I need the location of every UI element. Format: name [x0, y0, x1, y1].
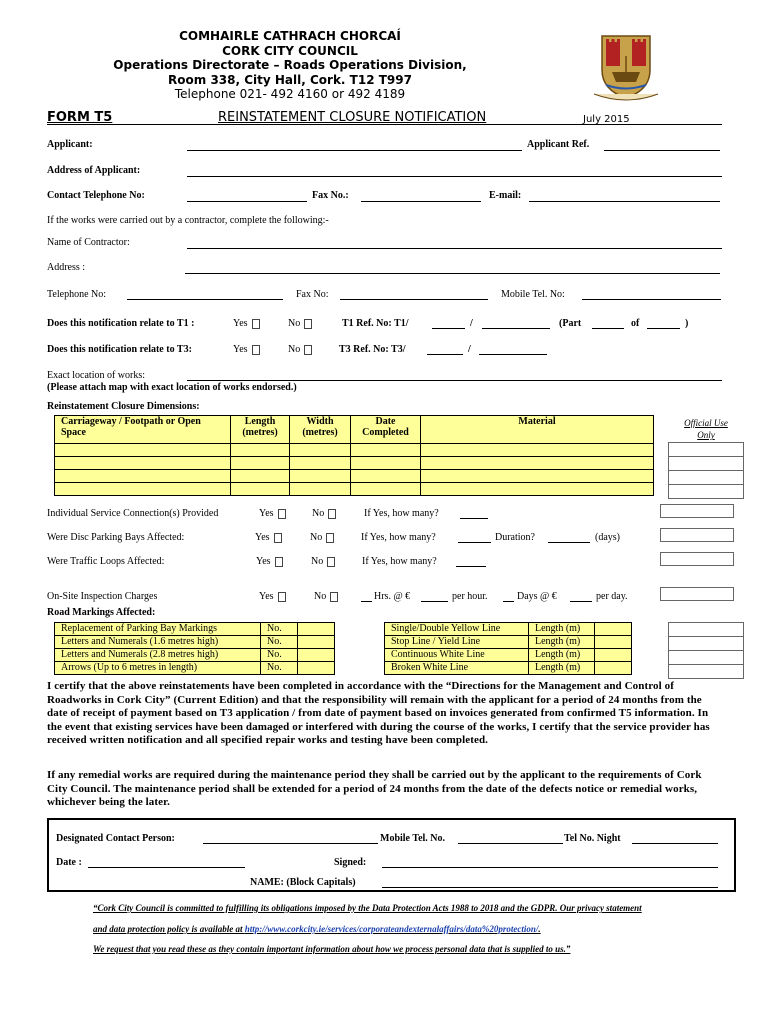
hours-field[interactable]	[361, 601, 372, 602]
mobile-tel-label: Mobile Tel. No.	[380, 833, 446, 844]
dimensions-table	[54, 415, 654, 496]
fax-field[interactable]	[361, 201, 481, 202]
loops-yes-checkbox[interactable]	[275, 557, 283, 567]
t1-ref-slash: /	[470, 318, 473, 329]
t3-ref-label: T3 Ref. No: T3/	[339, 344, 406, 355]
tel-night-label: Tel No. Night	[564, 833, 621, 844]
disc-how-many-field[interactable]	[458, 542, 491, 543]
table-row: Single/Double Yellow Line Length (m)	[385, 623, 632, 636]
inspection-no-checkbox[interactable]	[330, 592, 338, 602]
t1-no-label: No	[288, 318, 301, 329]
contractor-mobile-field[interactable]	[582, 299, 721, 300]
header-address: Room 338, City Hall, Cork. T12 T997	[168, 73, 412, 87]
contractor-address-field[interactable]	[185, 273, 720, 274]
privacy-statement-line2: and data protection policy is available at http://www.corkcity.ie/services/corporateandexternalaffairs/data%20protection/.	[93, 924, 541, 934]
t3-ref-slash: /	[468, 344, 471, 355]
t3-no-label: No	[288, 344, 301, 355]
applicant-label: Applicant:	[47, 139, 93, 150]
t1-of-field[interactable]	[647, 328, 680, 329]
markings-right-table	[384, 622, 632, 675]
table-row[interactable]	[55, 457, 654, 470]
col-surface: Carriageway / Footpath or Open Space	[55, 416, 231, 444]
service-yes-checkbox[interactable]	[278, 509, 286, 519]
dimensions-header-row	[55, 416, 654, 444]
table-row[interactable]	[55, 483, 654, 496]
form-title: REINSTATEMENT CLOSURE NOTIFICATION	[218, 110, 487, 125]
markings-official-box-1[interactable]	[668, 622, 744, 637]
service-connection-label: Individual Service Connection(s) Provided	[47, 508, 219, 519]
disc-no-checkbox[interactable]	[326, 533, 334, 543]
date-label: Date :	[56, 857, 82, 868]
loops-how-many-field[interactable]	[456, 566, 486, 567]
col-material: Material	[421, 416, 654, 444]
location-label: Exact location of works:	[47, 370, 146, 381]
daily-rate-field[interactable]	[570, 601, 592, 602]
t3-yes-label: Yes	[233, 344, 248, 355]
disc-no-option[interactable]: No	[310, 532, 334, 543]
t3-ref-field-2[interactable]	[479, 354, 547, 355]
table-row: Letters and Numerals (1.6 metres high) No.	[55, 636, 335, 649]
markings-official-box-3[interactable]	[668, 650, 744, 665]
coat-of-arms-logo	[590, 30, 662, 102]
service-how-many-field[interactable]	[460, 518, 488, 519]
loops-official-box[interactable]	[660, 552, 734, 566]
days-field[interactable]	[503, 601, 514, 602]
dimensions-heading: Reinstatement Closure Dimensions:	[47, 401, 200, 412]
col-width: Width (metres)	[290, 416, 351, 444]
service-official-box[interactable]	[660, 504, 734, 518]
table-row: Letters and Numerals (2.8 metres high) No.	[55, 649, 335, 662]
table-row: Stop Line / Yield Line Length (m)	[385, 636, 632, 649]
applicant-ref-label: Applicant Ref.	[527, 139, 590, 150]
address-of-applicant-label: Address of Applicant:	[47, 165, 141, 176]
loops-no-option[interactable]: No	[311, 556, 335, 567]
tel-night-field[interactable]	[632, 843, 718, 844]
signed-field[interactable]	[382, 867, 718, 868]
contractor-name-label: Name of Contractor:	[47, 237, 130, 248]
service-no-option[interactable]: No	[312, 508, 336, 519]
header-council-name: CORK CITY COUNCIL	[222, 44, 358, 58]
markings-official-box-2[interactable]	[668, 636, 744, 651]
date-field[interactable]	[88, 867, 245, 868]
maintenance-paragraph: If any remedial works are required during the maintenance period they shall be carried out by the applicant to the requirements of Cork City Council. The maintenance period shall be extended for a period of 24 months from the date of the defects notice or remedial works, whichever being the later.	[47, 769, 702, 809]
t1-part-label: (Part	[559, 318, 582, 329]
per-day-label: per day.	[596, 591, 628, 602]
header-division: Operations Directorate – Roads Operations Division,	[113, 58, 467, 72]
t1-part-field[interactable]	[592, 328, 624, 329]
contractor-name-field[interactable]	[187, 248, 722, 249]
contractor-phone-label: Telephone No:	[47, 289, 107, 300]
contact-telephone-field[interactable]	[187, 201, 307, 202]
applicant-ref-field[interactable]	[604, 150, 720, 151]
email-label: E-mail:	[489, 190, 522, 201]
loops-how-many-label: If Yes, how many?	[362, 556, 437, 567]
t1-close-paren: )	[685, 318, 689, 329]
hourly-rate-field[interactable]	[421, 601, 448, 602]
disc-yes-checkbox[interactable]	[274, 533, 282, 543]
inspection-yes-checkbox[interactable]	[278, 592, 286, 602]
signoff-box	[47, 818, 736, 892]
t3-yes-option[interactable]	[233, 344, 260, 355]
road-markings-heading: Road Markings Affected:	[47, 607, 156, 618]
per-hour-label: per hour.	[452, 591, 488, 602]
inspection-charges-label: On-Site Inspection Charges	[47, 591, 158, 602]
header-irish-name: COMHAIRLE CATHRACH CHORCAÍ	[179, 29, 401, 43]
t1-yes-checkbox[interactable]	[252, 319, 260, 329]
table-row: Arrows (Up to 6 metres in length) No.	[55, 662, 335, 675]
table-row: Replacement of Parking Bay Markings No.	[55, 623, 335, 636]
markings-official-box-4[interactable]	[668, 664, 744, 679]
applicant-field[interactable]	[187, 150, 522, 151]
inspection-yes-option[interactable]: Yes	[259, 591, 286, 602]
designated-contact-label: Designated Contact Person:	[56, 833, 175, 844]
t1-ref-label: T1 Ref. No: T1/	[342, 318, 409, 329]
official-box-3[interactable]	[668, 470, 744, 485]
contact-telephone-label: Contact Telephone No:	[47, 190, 145, 201]
form-code: FORM T5	[47, 110, 113, 125]
designated-contact-field[interactable]	[203, 843, 378, 844]
location-map-note: (Please attach map with exact location of works endorsed.)	[47, 382, 297, 393]
duration-days-label: (days)	[595, 532, 620, 543]
t1-ref-field-2[interactable]	[482, 328, 550, 329]
official-box-1[interactable]	[668, 442, 744, 457]
signed-label: Signed:	[334, 857, 367, 868]
official-box-4[interactable]	[668, 484, 744, 499]
t3-no-checkbox[interactable]	[304, 345, 312, 355]
email-field[interactable]	[529, 201, 720, 202]
col-length: Length (metres)	[231, 416, 290, 444]
t1-yes-option[interactable]	[233, 318, 260, 329]
disc-how-many-label: If Yes, how many?	[361, 532, 436, 543]
loops-no-checkbox[interactable]	[327, 557, 335, 567]
duration-label: Duration?	[495, 532, 535, 543]
t1-no-checkbox[interactable]	[304, 319, 312, 329]
inspection-no-option[interactable]: No	[314, 591, 338, 602]
t3-no-option[interactable]	[288, 344, 312, 355]
table-row[interactable]	[55, 444, 654, 457]
t3-question: Does this notification relate to T3:	[47, 344, 192, 355]
fax-label: Fax No.:	[312, 190, 349, 201]
duration-field[interactable]	[548, 542, 590, 543]
contractor-phone-field[interactable]	[127, 299, 283, 300]
disc-official-box[interactable]	[660, 528, 734, 542]
service-yes-option[interactable]: Yes	[259, 508, 286, 519]
form-date: July 2015	[583, 114, 630, 125]
disc-yes-option[interactable]: Yes	[255, 532, 282, 543]
t1-of-label: of	[631, 318, 640, 329]
markings-left-table	[54, 622, 335, 675]
traffic-loops-label: Were Traffic Loops Affected:	[47, 556, 165, 567]
header-telephone: Telephone 021- 492 4160 or 492 4189	[174, 87, 406, 101]
table-row: Broken White Line Length (m)	[385, 662, 632, 675]
disc-parking-label: Were Disc Parking Bays Affected:	[47, 532, 185, 543]
loops-yes-option[interactable]: Yes	[256, 556, 283, 567]
t1-ref-field-1[interactable]	[432, 328, 465, 329]
t3-yes-checkbox[interactable]	[252, 345, 260, 355]
mobile-tel-field[interactable]	[458, 843, 563, 844]
name-block-field[interactable]	[382, 887, 718, 888]
col-date: Date Completed	[351, 416, 421, 444]
privacy-statement-line3: We request that you read these as they contain important information about how we process personal data that is supplied to us.”	[93, 944, 571, 954]
t1-yes-label: Yes	[233, 318, 248, 329]
t3-ref-field-1[interactable]	[427, 354, 463, 355]
official-use-label: Official Use Only	[684, 418, 728, 440]
contractor-mobile-label: Mobile Tel. No:	[501, 289, 565, 300]
privacy-policy-link[interactable]: http://www.corkcity.ie/services/corporateandexternalaffairs/data%20protection/	[244, 924, 539, 934]
contractor-address-label: Address :	[47, 262, 86, 273]
table-row[interactable]	[55, 470, 654, 483]
days-rate-label: Days @ €	[517, 591, 557, 602]
contractor-fax-field[interactable]	[340, 299, 488, 300]
table-row: Continuous White Line Length (m)	[385, 649, 632, 662]
inspection-official-box[interactable]	[660, 587, 734, 601]
location-field[interactable]	[187, 380, 722, 381]
certification-paragraph: I certify that the above reinstatements have been completed in accordance with the “Directions for the Management and Control of Roadworks in Cork City” (Current Edition) and that the responsibility will remain with the applicant for a period of 24 months from the date of receipt of payment based on T3 application / from date of payment based on invoices generated from confirmed T5 information. In the event that existing services have been damaged or interfered with during the course of the works, I certify that the service provider has received written notification and all specified repair works and testing have been completed.	[47, 680, 710, 747]
privacy-statement-line1: “Cork City Council is committed to fulfilling its obligations imposed by the Data Protection Acts 1988 to 2018 and the GDPR. Our privacy statement	[93, 903, 642, 913]
contractor-intro: If the works were carried out by a contractor, complete the following:-	[47, 215, 329, 226]
service-how-many-label: If Yes, how many?	[364, 508, 439, 519]
address-of-applicant-field[interactable]	[187, 176, 722, 177]
hours-rate-label: Hrs. @ €	[374, 591, 411, 602]
name-block-label: NAME: (Block Capitals)	[250, 877, 356, 888]
official-box-2[interactable]	[668, 456, 744, 471]
t1-no-option[interactable]	[288, 318, 312, 329]
t1-question: Does this notification relate to T1 :	[47, 318, 195, 329]
contractor-fax-label: Fax No:	[296, 289, 329, 300]
service-no-checkbox[interactable]	[328, 509, 336, 519]
